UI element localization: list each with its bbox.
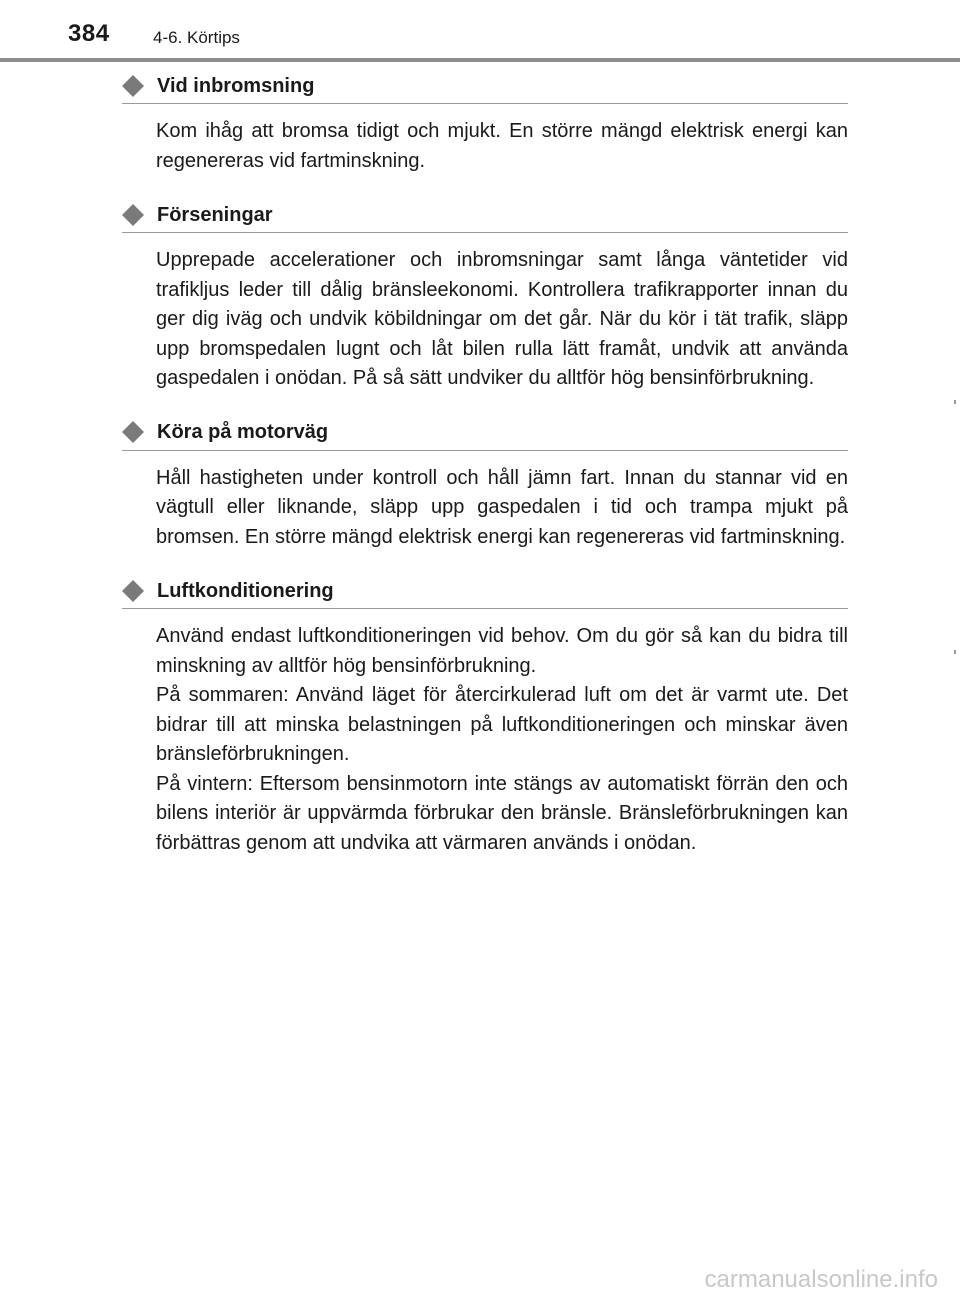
section-heading (122, 411, 848, 451)
page-content (122, 64, 848, 858)
section-delays (122, 193, 848, 394)
section-heading (122, 569, 848, 609)
section-highway (122, 411, 848, 553)
section-title: Förseningar (157, 203, 273, 226)
section-title: Köra på motorväg (157, 421, 329, 443)
page-header (0, 0, 960, 62)
watermark: carmanualsonline.info (704, 1266, 938, 1293)
diamond-bullet-icon (122, 204, 144, 226)
section-label: 4-6. Körtips (153, 28, 240, 47)
diamond-bullet-icon (122, 75, 144, 97)
diamond-bullet-icon (122, 421, 144, 443)
section-paragraph: Håll hastigheten under kontroll och håll jämn fart. Innan du stannar vid en vägtull eller liknande, släpp upp gaspedalen i tid och trampa mjukt på bromsen. En större mängd elektrisk energi kan regenereras vid fartminskning. (156, 466, 848, 548)
section-title: Vid inbromsning (157, 74, 315, 97)
section-paragraph: På sommaren: Använd läget för återcirkulerad luft om det är varmt ute. Det bidrar till att minska belastningen på luftkonditioneringen och minskar även bränsleförbrukningen. (156, 684, 848, 765)
section-paragraph: Använd endast luftkonditioneringen vid behov. Om du gör så kan du bidra till minskning av alltför hög bensinförbrukning. (156, 625, 848, 677)
section-title: Luftkonditionering (157, 579, 334, 602)
section-air-conditioning (122, 569, 848, 858)
section-braking (122, 64, 848, 176)
section-heading (122, 193, 848, 233)
page-number: 384 (68, 20, 110, 47)
section-heading (122, 64, 848, 104)
edge-tick (954, 400, 956, 404)
section-paragraph: Upprepade accelerationer och inbromsningar samt långa väntetider vid trafikljus leder till dålig bränsleekonomi. Kontrollera trafikrapporter innan du ger dig iväg och undvik köbildningar om det går. När du kör i tät trafik, släpp upp bromspedalen lugnt och låt bilen rulla lätt framåt, undvik att använda gaspedalen i onödan. På så sätt undviker du alltför hög bensinförbrukning. (156, 249, 848, 389)
section-paragraph: På vintern: Eftersom bensinmotorn inte stängs av automatiskt förrän den och bilens interiör är uppvärmda förbrukar den bränsle. Bränsleförbrukningen kan förbättras genom att undvika att värmaren används i onödan. (156, 772, 848, 854)
section-paragraph: Kom ihåg att bromsa tidigt och mjukt. En större mängd elektrisk energi kan regenereras vid fartminskning. (156, 120, 848, 172)
edge-tick (954, 650, 956, 654)
diamond-bullet-icon (122, 580, 144, 602)
header-rule (0, 58, 960, 62)
